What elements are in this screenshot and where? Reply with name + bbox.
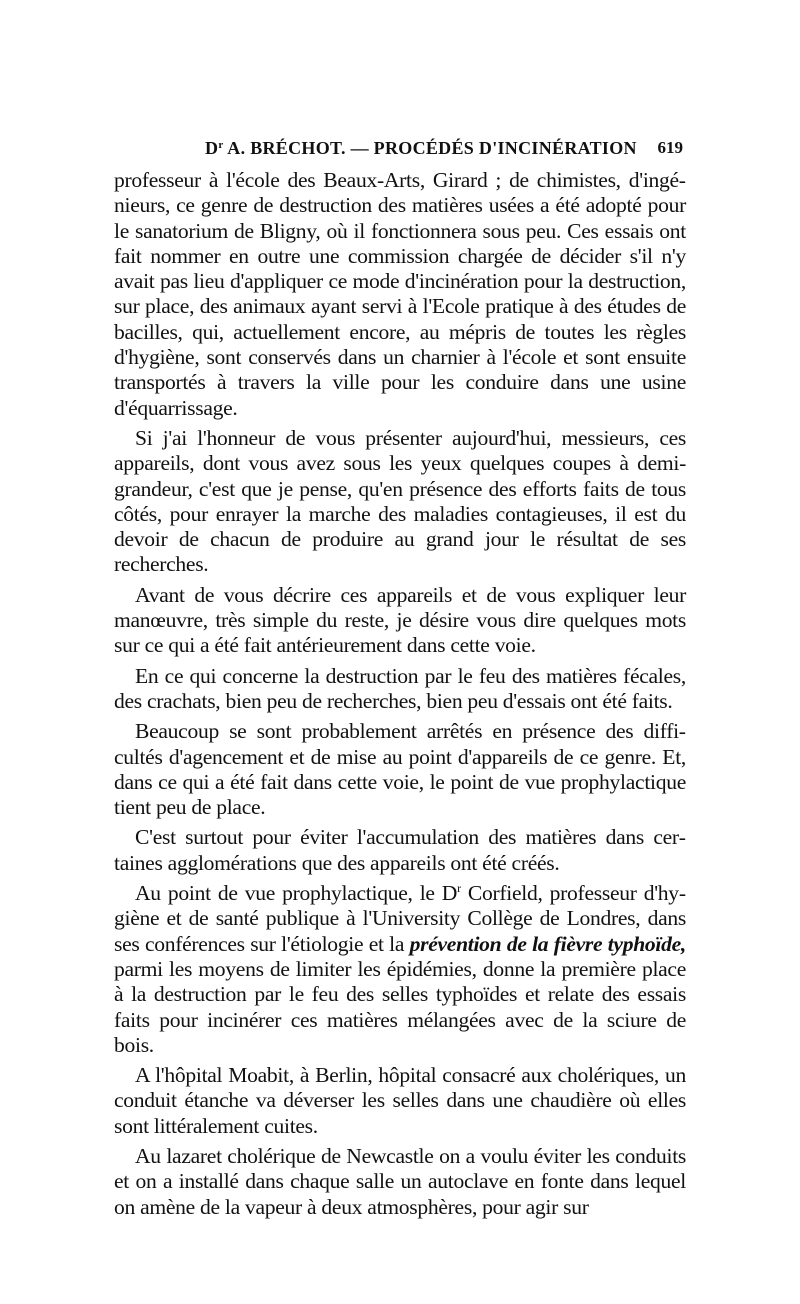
paragraph-9: Au lazaret cholérique de Newcastle on a voulu éviter les conduits et on a installé dans chaque salle un autoclave en fonte dans lequel on amène de la vapeur à deux atmosphères, pour agir sur [114,1143,686,1219]
paragraph-6: C'est surtout pour éviter l'accumulation des matières dans certaines agglomérations que des appareils ont été créés. [114,825,686,875]
paragraph-7-part-b: Corfield, professeur d'hygiène et de santé publique à l'University Collège de Londres, dans ses conférences sur l'étiologie et la [114,881,687,956]
running-head-author-sup: r [218,139,224,151]
paragraph-4: En ce qui concerne la destruction par le feu des matières fécales, des crachats, bien peu de recherches, bien peu d'essais ont été faits. [114,663,686,713]
running-head-title-rest: A. BRÉCHOT. — PROCÉDÉS D'INCINÉRATION [223,138,637,158]
page-number: 619 [657,138,683,157]
paragraph-7 [114,881,686,1058]
paragraph-3: Avant de vous décrire ces appareils et de vous expliquer leur manœuvre, très simple du reste, je désire vous dire quelques mots sur ce qui a été fait antérieurement dans cette voie. [114,582,686,658]
running-head [115,138,685,168]
paragraph-7-part-a: Au point de vue prophylactique, le D [135,881,458,906]
running-head-author-prefix: D [205,138,219,158]
paragraph-5: Beaucoup se sont probablement arrêtés en présence des difficultés d'agencement et de mise au point d'appareils de ce genre. Et, dans ce qui a été fait dans cette voie, le point de vue prophylactique tient peu de place. [114,719,686,820]
paragraph-7-sup: r [457,881,461,896]
body-text [114,168,686,1220]
paragraph-8: A l'hôpital Moabit, à Berlin, hôpital consacré aux cholériques, un conduit étanche va déverser les selles dans une chaudière où elles sont littéralement cuites. [114,1063,686,1138]
paragraph-1: professeur à l'école des Beaux-Arts, Girard ; de chimistes, d'ingénieurs, ce genre de destruction des matières usées a été adopté pour le sanatorium de Bligny, où il fonctionnera sous peu. Ces essais ont fait nommer en outre une commission chargée de décider s'il n'y avait pas lieu d'appliquer ce mode d'incinération pour la destruction, sur place, des animaux ayant servi à l'Ecole pratique à des études de bacilles, qui, actuellement encore, au mépris de toutes les règles d'hygiène, sont conservés dans un charnier à l'école et sont ensuite transportés à travers la ville pour les conduire dans une usine d'équarrissage. [114,168,686,420]
paragraph-7-part-c: parmi les moyens de limiter les épidémies, donne la première place à la destruction par le feu des selles typhoïdes et relate des essais faits pour incinérer ces matières mélangées avec de la sciure de bois. [114,956,686,1057]
paragraph-7-italic: prévention de la fièvre typhoïde, [409,931,686,956]
running-head-title [205,138,637,159]
paragraph-2: Si j'ai l'honneur de vous présenter aujourd'hui, messieurs, ces appareils, dont vous avez sous les yeux quelques coupes à demi-grandeur, c'est que je pense, qu'en présence des efforts faits de tous côtés, pour enrayer la marche des maladies contagieuses, il est du devoir de chacun de produire au grand jour le résultat de ses recherches. [114,425,686,577]
